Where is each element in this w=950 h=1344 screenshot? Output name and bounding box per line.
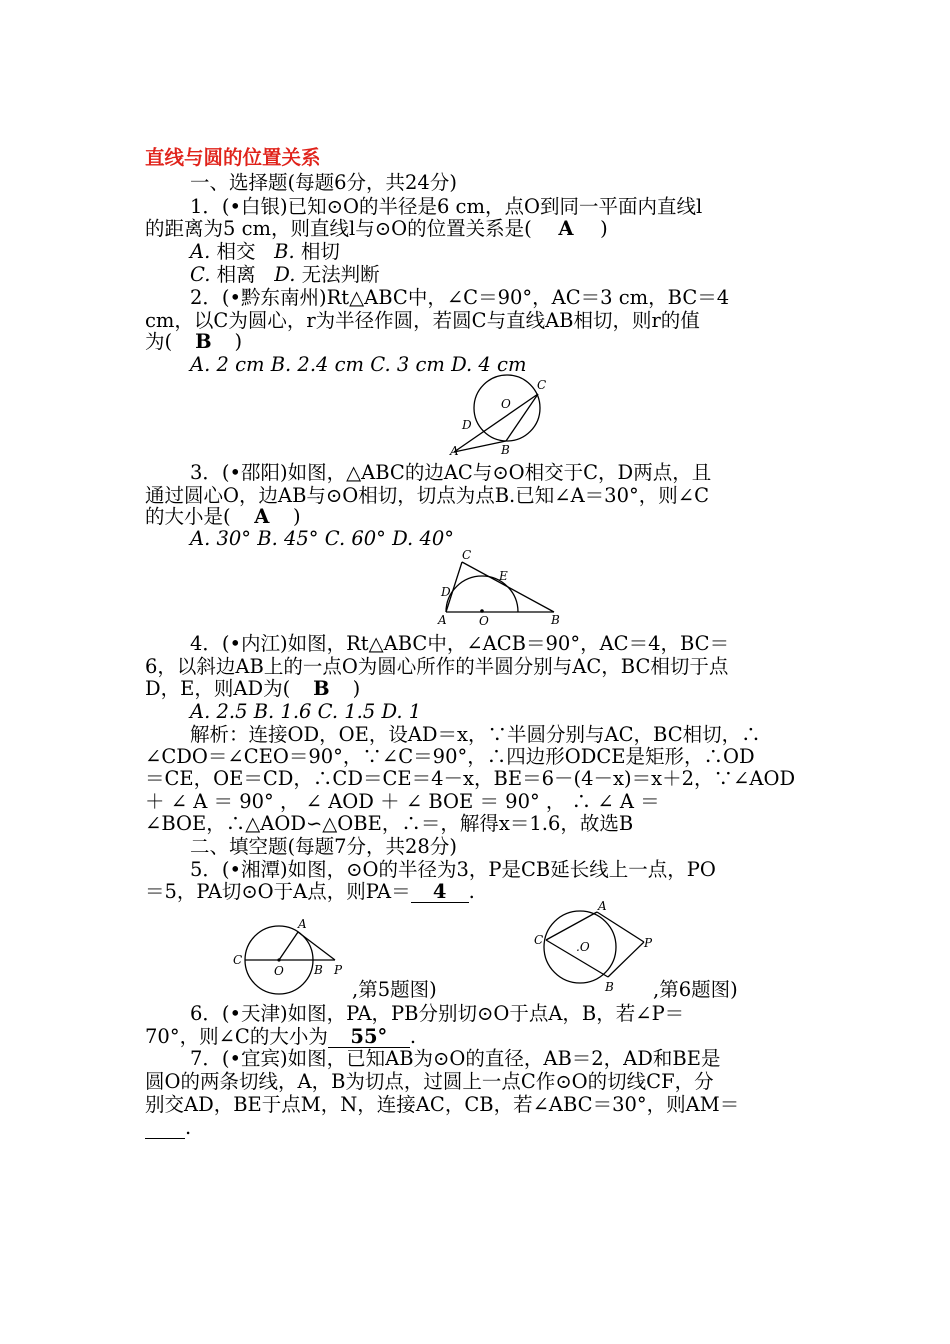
q3-line3: 的大小是( A ) bbox=[145, 505, 301, 528]
q4-line1: 4．(•内江)如图，Rt△ABC中，∠ACB＝90°，AC＝4，BC＝ bbox=[190, 632, 730, 655]
figure-q6 bbox=[532, 900, 662, 1000]
q2-line1: 2．(•黔东南州)Rt△ABC中，∠C＝90°，AC＝3 cm，BC＝4 bbox=[190, 286, 730, 309]
q4-line3: D，E，则AD为( B ) bbox=[145, 677, 361, 700]
q5-line1: 5．(•湘潭)如图，⊙O的半径为3，P是CB延长线上一点，PO bbox=[190, 858, 716, 881]
q4-line2: 6，以斜边AB上的一点O为圆心所作的半圆分别与AC，BC相切于点 bbox=[145, 655, 729, 678]
q1-options-cd: C. 相离 D. 无法判断 bbox=[190, 263, 380, 286]
q3-options: A. 30° B. 45° C. 60° D. 40° bbox=[190, 527, 455, 550]
q2-line2: cm，以C为圆心，r为半径作圆，若圆C与直线AB相切，则r的值 bbox=[145, 309, 700, 332]
fig3-line-ap bbox=[298, 932, 335, 960]
fig3-center-dot bbox=[277, 958, 280, 961]
fig3-label-o: O bbox=[274, 964, 284, 978]
q7-line1: 7．(•宜宾)如图，已知AB为⊙O的直径，AB＝2，AD和BE是 bbox=[190, 1047, 721, 1070]
fig2-label-a: A bbox=[438, 613, 447, 627]
section-heading-fill: 二、填空题(每题7分，共28分) bbox=[190, 835, 457, 858]
fig4-label-a: A bbox=[598, 899, 607, 913]
q1-line1: 1．(•白银)已知⊙O的半径是6 cm，点O到同一平面内直线l bbox=[190, 195, 703, 218]
q1-answer: A bbox=[558, 217, 574, 240]
q4-options: A. 2.5 B. 1.6 C. 1.5 D. 1 bbox=[190, 700, 422, 723]
fig1-label-a: A bbox=[450, 444, 459, 458]
q4-solution-line5: ∠BOE，∴△AOD∽△OBE，∴＝，解得x＝1.6，故选B bbox=[145, 812, 634, 835]
fig4-label-p: P bbox=[644, 936, 653, 950]
figure-q4 bbox=[430, 548, 570, 628]
q4-solution-line4: ＋ ∠ A ＝ 90° ， ∠ AOD ＋ ∠ BOE ＝ 90° ， ∴ ∠ A ＝ bbox=[145, 790, 660, 813]
q7-line4: . bbox=[145, 1116, 191, 1140]
fig2-center-dot bbox=[480, 609, 484, 613]
fig2-label-d: D bbox=[441, 585, 451, 599]
q1-line2: 的距离为5 cm，则直线l与⊙O的位置关系是( A ) bbox=[145, 217, 608, 240]
q7-line2: 圆O的两条切线，A，B为切点，过圆上一点C作⊙O的切线CF，分 bbox=[145, 1070, 714, 1093]
figure-q6-caption: ,第6题图) bbox=[653, 978, 738, 1001]
fig2-label-b: B bbox=[551, 613, 560, 627]
fig3-label-b: B bbox=[314, 963, 323, 977]
q5-line2: ＝5，PA切⊙O于A点，则PA＝ 4 . bbox=[145, 880, 475, 903]
q7-answer-blank bbox=[145, 1118, 185, 1139]
figure-q3 bbox=[440, 372, 570, 462]
q7-line3: 别交AD，BE于点M，N，连接AC，CB，若∠ABC＝30°，则AM＝ bbox=[145, 1093, 740, 1116]
fig2-label-e: E bbox=[499, 569, 508, 583]
fig4-chord-ca bbox=[546, 912, 597, 940]
section-heading-choice: 一、选择题(每题6分，共24分) bbox=[190, 171, 457, 194]
figure-q5-caption: ,第5题图) bbox=[352, 978, 437, 1001]
q4-solution-line2: ∠CDO＝∠CEO＝90°，∵∠C＝90°，∴四边形ODCE是矩形，∴OD bbox=[145, 745, 755, 768]
q4-answer: B bbox=[313, 677, 330, 700]
fig3-label-a: A bbox=[298, 917, 307, 931]
fig2-label-o: O bbox=[479, 614, 489, 628]
figure-q5 bbox=[228, 915, 358, 995]
q2-options: A. 2 cm B. 2.4 cm C. 3 cm D. 4 cm bbox=[190, 353, 527, 376]
fig1-label-o: O bbox=[501, 397, 511, 411]
q6-line2: 70°，则∠C的大小为 55° . bbox=[145, 1025, 417, 1048]
fig1-label-c: C bbox=[537, 378, 547, 392]
fig3-label-c: C bbox=[233, 953, 243, 967]
fig2-label-c: C bbox=[462, 548, 472, 562]
fig4-label-c: C bbox=[534, 933, 544, 947]
q4-solution-line1: 解析：连接OD，OE，设AD＝x，∵半圆分别与AC，BC相切，∴ bbox=[190, 723, 761, 746]
q2-line3: 为( B ) bbox=[145, 330, 243, 353]
q3-line2: 通过圆心O，边AB与⊙O相切，切点为点B.已知∠A＝30°，则∠C bbox=[145, 484, 709, 507]
fig1-label-d: D bbox=[462, 418, 472, 432]
q3-answer: A bbox=[254, 505, 270, 528]
fig3-line-oa bbox=[279, 932, 298, 960]
fig4-tangent-pa bbox=[597, 912, 644, 942]
q3-line1: 3．(•邵阳)如图，△ABC的边AC与⊙O相交于C，D两点，且 bbox=[190, 461, 712, 484]
q2-answer: B bbox=[195, 330, 212, 353]
q1-options-ab: A. 相交 B. 相切 bbox=[190, 240, 340, 263]
q5-answer-blank: 4 bbox=[411, 882, 469, 903]
q6-line1: 6．(•天津)如图，PA，PB分别切⊙O于点A，B，若∠P＝ bbox=[190, 1002, 685, 1025]
q6-answer-blank: 55° bbox=[328, 1027, 410, 1048]
fig1-label-b: B bbox=[501, 443, 510, 457]
fig3-label-p: P bbox=[334, 963, 343, 977]
page-title: 直线与圆的位置关系 bbox=[145, 146, 321, 169]
fig4-label-b: B bbox=[605, 980, 614, 994]
fig4-label-o: .O bbox=[576, 940, 590, 954]
q4-solution-line3: ＝CE，OE＝CD，∴CD＝CE＝4－x，BE＝6－(4－x)＝x＋2，∵∠AOD bbox=[145, 767, 796, 790]
